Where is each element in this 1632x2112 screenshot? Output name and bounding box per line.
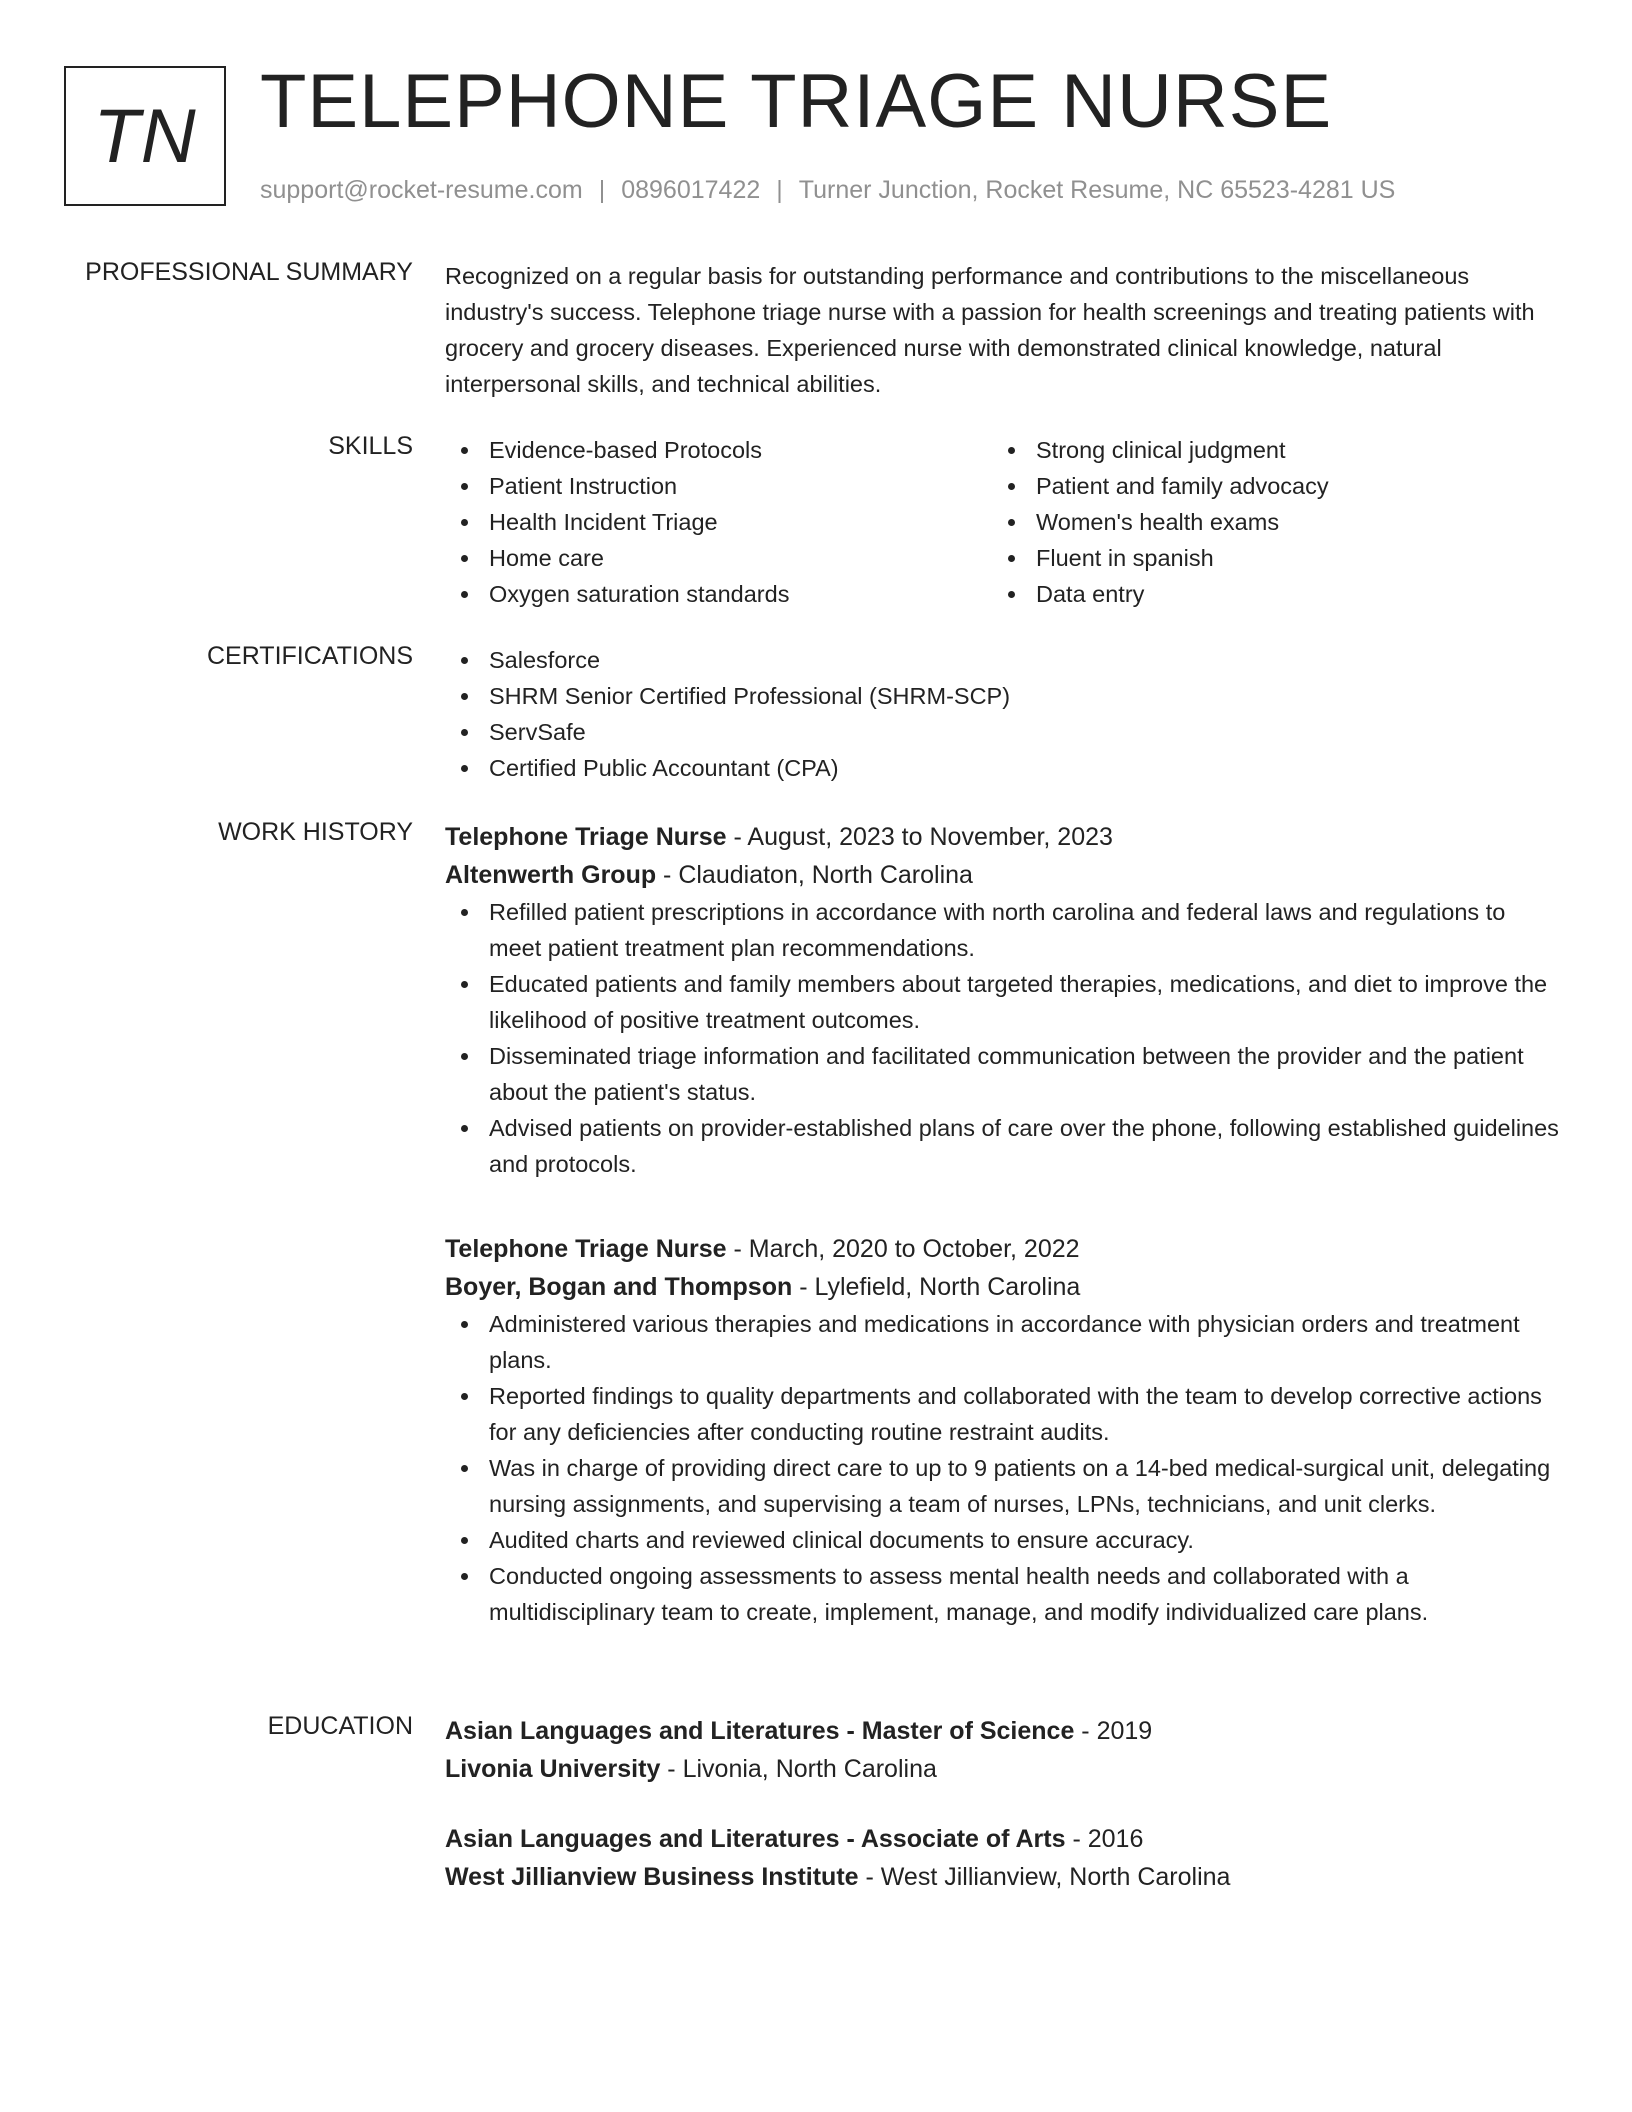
- school: Livonia University: [445, 1755, 661, 1783]
- school-location: - Livonia, North Carolina: [660, 1755, 937, 1783]
- skill-item: Oxygen saturation standards: [445, 576, 992, 612]
- job-duties-list: [445, 894, 1560, 1182]
- certification-item: Certified Public Accountant (CPA): [445, 750, 1560, 786]
- job-duties-list: [445, 1306, 1560, 1630]
- job-title-line: [445, 1230, 1560, 1268]
- certification-item: SHRM Senior Certified Professional (SHRM-SCP): [445, 678, 1560, 714]
- degree-line: [445, 1712, 1560, 1750]
- degree-line: [445, 1820, 1560, 1858]
- certification-item: Salesforce: [445, 642, 1560, 678]
- school-location: - West Jillianview, North Carolina: [858, 1863, 1231, 1891]
- education-entry: [445, 1712, 1560, 1788]
- job-duty: Advised patients on provider-established plans of care over the phone, following established guidelines and protocols.: [445, 1110, 1560, 1182]
- graduation-year: - 2019: [1074, 1717, 1153, 1745]
- section-heading: WORK HISTORY: [218, 818, 413, 846]
- job-title: Telephone Triage Nurse: [445, 823, 727, 851]
- job-duty: Reported findings to quality departments and collaborated with the team to develop corrective actions for any deficiencies after conducting routine restraint audits.: [445, 1378, 1560, 1450]
- job-duty: Was in charge of providing direct care to up to 9 patients on a 14-bed medical-surgical unit, delegating nursing assignments, and supervising a team of nurses, LPNs, technicians, and unit clerks.: [445, 1450, 1560, 1522]
- job-entry: [445, 818, 1560, 1182]
- certification-item: ServSafe: [445, 714, 1560, 750]
- summary-text: Recognized on a regular basis for outstanding performance and contributions to the miscellaneous industry's success. Telephone triage nurse with a passion for health screenings and treating patients with grocery and grocery diseases. Experienced nurse with demonstrated clinical knowledge, natural interpersonal skills, and technical abilities.: [445, 263, 1535, 397]
- job-duty: Educated patients and family members about targeted therapies, medications, and diet to improve the likelihood of positive treatment outcomes.: [445, 966, 1560, 1038]
- job-company-line: [445, 1268, 1560, 1306]
- skills-columns: [445, 432, 1560, 612]
- job-duty: Disseminated triage information and facilitated communication between the provider and the patient about the patient's status.: [445, 1038, 1560, 1110]
- job-dates: - March, 2020 to October, 2022: [726, 1235, 1080, 1263]
- section-heading: SKILLS: [328, 432, 413, 460]
- skill-item: Evidence-based Protocols: [445, 432, 992, 468]
- skill-item: Patient and family advocacy: [992, 468, 1539, 504]
- job-duty: Conducted ongoing assessments to assess mental health needs and collaborated with a multidisciplinary team to create, implement, manage, and modify individualized care plans.: [445, 1558, 1560, 1630]
- contact-line: [260, 176, 1395, 205]
- degree: Asian Languages and Literatures - Master of Science: [445, 1717, 1075, 1745]
- job-company: Boyer, Bogan and Thompson: [445, 1273, 793, 1301]
- contact-email: support@rocket-resume.com: [260, 176, 583, 204]
- job-location: - Lylefield, North Carolina: [792, 1273, 1081, 1301]
- skill-item: Health Incident Triage: [445, 504, 992, 540]
- skill-item: Patient Instruction: [445, 468, 992, 504]
- skills-list-right: [992, 432, 1539, 612]
- school-line: [445, 1750, 1560, 1788]
- section-heading: PROFESSIONAL SUMMARY: [85, 258, 413, 286]
- graduation-year: - 2016: [1065, 1825, 1144, 1853]
- section-heading: EDUCATION: [267, 1712, 413, 1740]
- contact-separator: |: [776, 176, 783, 204]
- degree: Asian Languages and Literatures - Associate of Arts: [445, 1825, 1066, 1853]
- section-heading: CERTIFICATIONS: [206, 642, 413, 670]
- contact-separator: |: [598, 176, 606, 204]
- skills-list-left: [445, 432, 992, 612]
- skill-item: Strong clinical judgment: [992, 432, 1539, 468]
- skill-item: Women's health exams: [992, 504, 1539, 540]
- job-dates: - August, 2023 to November, 2023: [726, 823, 1113, 851]
- candidate-title: TELEPHONE TRIAGE NURSE: [260, 59, 1333, 144]
- job-duty: Refilled patient prescriptions in accordance with north carolina and federal laws and regulations to meet patient treatment plan recommendations.: [445, 894, 1560, 966]
- job-entry: [445, 1230, 1560, 1630]
- job-company-line: [445, 856, 1560, 894]
- contact-phone: 0896017422: [621, 176, 761, 204]
- certifications-list: [445, 642, 1560, 786]
- school: West Jillianview Business Institute: [445, 1863, 859, 1891]
- job-title-line: [445, 818, 1560, 856]
- skill-item: Fluent in spanish: [992, 540, 1539, 576]
- job-location: - Claudiaton, North Carolina: [656, 861, 973, 889]
- job-title: Telephone Triage Nurse: [445, 1235, 727, 1263]
- monogram-badge: TN: [64, 66, 226, 206]
- skill-item: Data entry: [992, 576, 1539, 612]
- contact-address: Turner Junction, Rocket Resume, NC 65523-4281 US: [798, 176, 1396, 204]
- education-entry: [445, 1820, 1560, 1896]
- job-duty: Administered various therapies and medications in accordance with physician orders and treatment plans.: [445, 1306, 1560, 1378]
- job-duty: Audited charts and reviewed clinical documents to ensure accuracy.: [445, 1522, 1560, 1558]
- school-line: [445, 1858, 1560, 1896]
- skill-item: Home care: [445, 540, 992, 576]
- job-company: Altenwerth Group: [445, 861, 657, 889]
